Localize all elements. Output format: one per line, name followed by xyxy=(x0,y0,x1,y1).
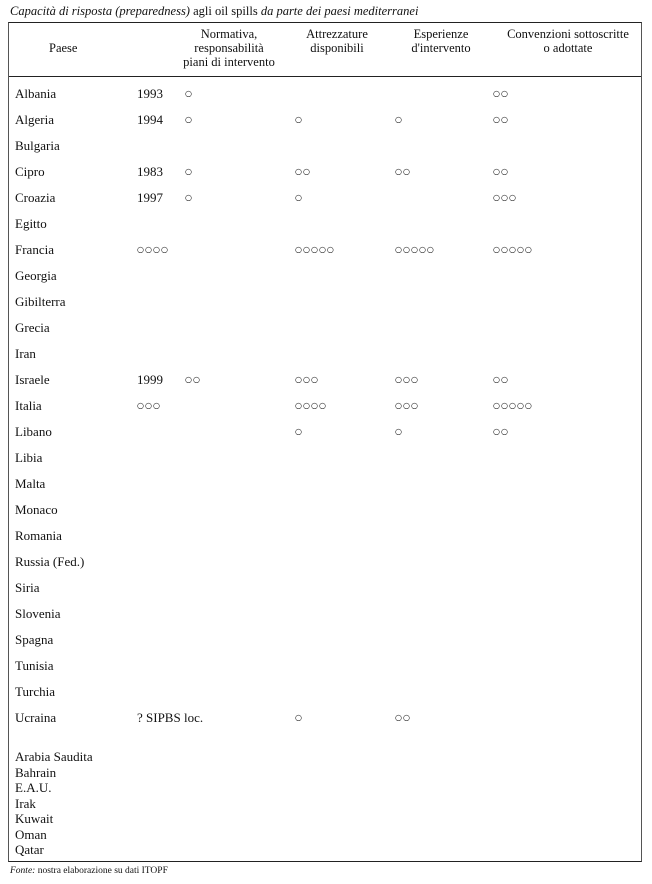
cell-esperienze: ○ xyxy=(395,427,403,436)
cell-paese: Malta xyxy=(15,476,46,491)
cell-esperienze: ○○ xyxy=(395,713,411,722)
cell-esperienze: ○○○ xyxy=(395,375,419,384)
caption-italic-part: Capacità di risposta (preparedness) xyxy=(10,4,190,18)
table-row xyxy=(9,263,641,289)
cell-convenzioni: ○○ xyxy=(493,115,509,124)
table-row xyxy=(9,523,641,549)
table-row xyxy=(9,81,641,107)
table-row xyxy=(9,315,641,341)
cell-paese: Israele xyxy=(15,372,50,387)
table-row xyxy=(9,575,641,601)
header-convenzioni: Convenzioni sottoscritte o adottate xyxy=(507,27,629,55)
table-row xyxy=(9,471,641,497)
cell-normativa-rating: ○ xyxy=(185,115,193,124)
cell-paese: Spagna xyxy=(15,632,54,647)
cell-attrezzature: ○ xyxy=(295,713,303,722)
cell-convenzioni: ○○ xyxy=(493,427,509,436)
table-header xyxy=(9,23,641,77)
gulf-state: Bahrain xyxy=(15,764,57,780)
source-note xyxy=(10,866,168,876)
cell-paese: Tunisia xyxy=(15,658,54,673)
table-row xyxy=(9,679,641,705)
cell-normativa-year: ? SIPBS loc. xyxy=(137,710,204,725)
cell-paese: Georgia xyxy=(15,268,57,283)
cell-paese: Albania xyxy=(15,86,57,101)
cell-normativa-year: ○○○ xyxy=(137,401,161,410)
gulf-state: Oman xyxy=(15,826,47,842)
caption-italic-tail: da parte dei paesi mediterranei xyxy=(260,4,419,18)
cell-paese: Gibilterra xyxy=(15,294,66,309)
cell-convenzioni: ○○ xyxy=(493,89,509,98)
cell-esperienze: ○○○ xyxy=(395,401,419,410)
cell-attrezzature: ○ xyxy=(295,193,303,202)
table-row xyxy=(9,393,641,419)
cell-normativa-year: 1999 xyxy=(137,372,163,387)
cell-normativa-year: 1994 xyxy=(137,112,163,127)
cell-normativa-year: 1983 xyxy=(137,164,163,179)
source-text: nostra elaborazione su dati ITOPF xyxy=(35,866,168,876)
cell-normativa-rating: ○○ xyxy=(185,375,201,384)
cell-normativa-year: ○○○○ xyxy=(137,245,169,254)
header-esperienze: Esperienze d'intervento xyxy=(411,27,471,55)
cell-esperienze: ○○ xyxy=(395,167,411,176)
cell-esperienze: ○ xyxy=(395,115,403,124)
table-row xyxy=(9,107,641,133)
table-row xyxy=(9,211,641,237)
cell-paese: Libano xyxy=(15,424,52,439)
table-row xyxy=(9,133,641,159)
cell-paese: Siria xyxy=(15,580,40,595)
cell-normativa-rating: ○ xyxy=(185,167,193,176)
table-row xyxy=(9,159,641,185)
cell-normativa-year: 1993 xyxy=(137,86,163,101)
gulf-state: Qatar xyxy=(15,842,44,857)
cell-paese: Russia (Fed.) xyxy=(15,554,85,569)
table-row xyxy=(9,497,641,523)
table-row xyxy=(9,445,641,471)
table-row xyxy=(9,419,641,445)
cell-paese: Slovenia xyxy=(15,606,61,621)
cell-paese: Iran xyxy=(15,346,36,361)
cell-paese: Turchia xyxy=(15,684,55,699)
cell-convenzioni: ○○○○○ xyxy=(493,245,533,254)
cell-paese: Ucraina xyxy=(15,710,57,725)
cell-convenzioni: ○○○○○ xyxy=(493,401,533,410)
cell-paese: Bulgaria xyxy=(15,138,60,153)
cell-paese: Croazia xyxy=(15,190,56,205)
cell-paese: Italia xyxy=(15,398,42,413)
cell-paese: Grecia xyxy=(15,320,50,335)
table-row xyxy=(9,601,641,627)
cell-convenzioni: ○○ xyxy=(493,375,509,384)
cell-attrezzature: ○ xyxy=(295,427,303,436)
cell-normativa-year: 1997 xyxy=(137,190,163,205)
cell-attrezzature: ○○ xyxy=(295,167,311,176)
cell-paese: Romania xyxy=(15,528,62,543)
gulf-state: Arabia Saudita xyxy=(15,749,93,764)
cell-paese: Algeria xyxy=(15,112,54,127)
table-row xyxy=(9,367,641,393)
table-row xyxy=(9,549,641,575)
table-row xyxy=(9,653,641,679)
cell-attrezzature: ○○○ xyxy=(295,375,319,384)
cell-paese: Francia xyxy=(15,242,54,257)
table-caption xyxy=(10,4,418,19)
gulf-state: Kuwait xyxy=(15,811,54,826)
gulf-state: E.A.U. xyxy=(15,780,52,795)
table-row xyxy=(9,341,641,367)
table-row xyxy=(9,289,641,315)
table-row xyxy=(9,627,641,653)
header-attrezzature: Attrezzature disponibili xyxy=(306,27,368,55)
header-normativa: Normativa, responsabilità piani di intervento xyxy=(183,27,275,69)
cell-normativa-rating: ○ xyxy=(185,89,193,98)
header-paese: Paese xyxy=(49,41,78,55)
table-row xyxy=(9,705,641,731)
source-label: Fonte: xyxy=(10,866,36,876)
preparedness-table xyxy=(8,22,642,862)
cell-paese: Libia xyxy=(15,450,43,465)
caption-mid: agli oil spills xyxy=(189,4,261,18)
cell-normativa-rating: ○ xyxy=(185,193,193,202)
cell-convenzioni: ○○ xyxy=(493,167,509,176)
cell-paese: Cipro xyxy=(15,164,45,179)
cell-attrezzature: ○○○○○ xyxy=(295,245,335,254)
cell-attrezzature: ○ xyxy=(295,115,303,124)
gulf-states-list xyxy=(15,749,93,858)
table-row xyxy=(9,237,641,263)
cell-attrezzature: ○○○○ xyxy=(295,401,327,410)
cell-paese: Monaco xyxy=(15,502,58,517)
table-row xyxy=(9,185,641,211)
cell-esperienze: ○○○○○ xyxy=(395,245,435,254)
cell-paese: Egitto xyxy=(15,216,47,231)
cell-convenzioni: ○○○ xyxy=(493,193,517,202)
gulf-state: Irak xyxy=(15,795,36,811)
